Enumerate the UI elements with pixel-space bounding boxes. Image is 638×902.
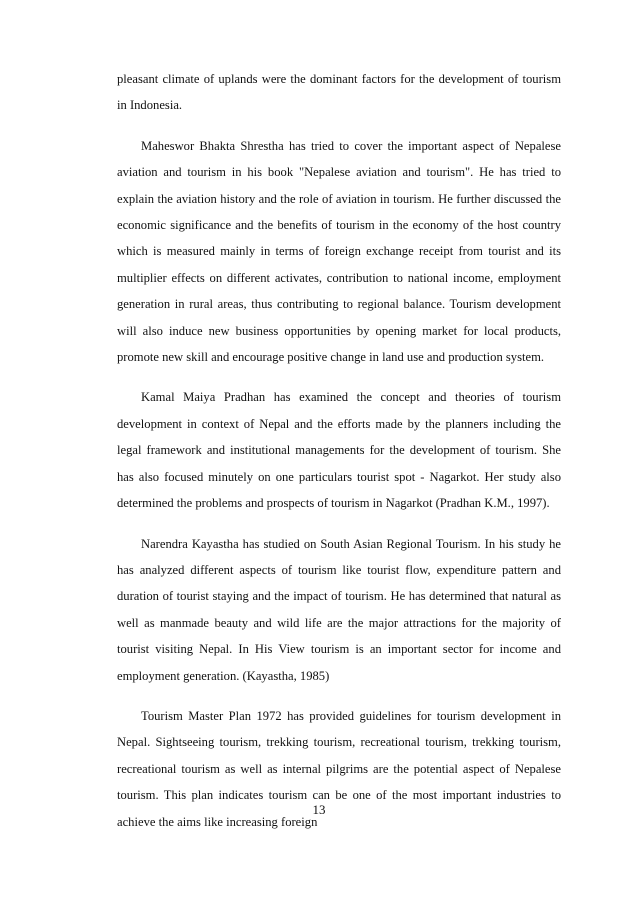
paragraph-continuation: pleasant climate of uplands were the dominant factors for the development of tourism in Indonesia. xyxy=(117,72,561,113)
paragraph-master-plan: Tourism Master Plan 1972 has provided guidelines for tourism development in Nepal. Sightseeing tourism, trekking tourism, recreational tourism, trekking tourism, recreational tourism as well as internal pilgrims are the potential aspect of Nepalese tourism. This plan indicates tourism can be one of the most important industries to achieve the aims like increasing foreign xyxy=(117,708,561,829)
paragraph-pradhan: Kamal Maiya Pradhan has examined the concept and theories of tourism development in context of Nepal and the efforts made by the planners including the legal framework and institutional managements for the development of tourism. She has also focused minutely on one particulars tourist spot - Nagarkot. Her study also determined the problems and prospects of tourism in Nagarkot (Pradhan K.M., 1997). xyxy=(117,390,561,511)
page-number: 13 xyxy=(312,802,326,817)
paragraph-kayastha: Narendra Kayastha has studied on South Asian Regional Tourism. In his study he has analyzed different aspects of tourism like tourist flow, expenditure pattern and duration of tourist staying and the impact of tourism. He has determined that natural as well as manmade beauty and wild life are the major attractions for the majority of tourist visiting Nepal. In His View tourism is an important sector for income and employment generation. (Kayastha, 1985) xyxy=(117,536,561,683)
page-body xyxy=(117,66,561,849)
paragraph-shrestha: Maheswor Bhakta Shrestha has tried to cover the important aspect of Nepalese aviation and tourism in his book "Nepalese aviation and tourism". He has tried to explain the aviation history and the role of aviation in tourism. He further discussed the economic significance and the benefits of tourism in the economy of the host country which is measured mainly in terms of foreign exchange receipt from tourist and its multiplier effects on different activates, contribution to national income, employment generation in rural areas, thus contributing to regional balance. Tourism development will also induce new business opportunities by opening market for local products, promote new skill and encourage positive change in land use and production system. xyxy=(117,138,561,365)
